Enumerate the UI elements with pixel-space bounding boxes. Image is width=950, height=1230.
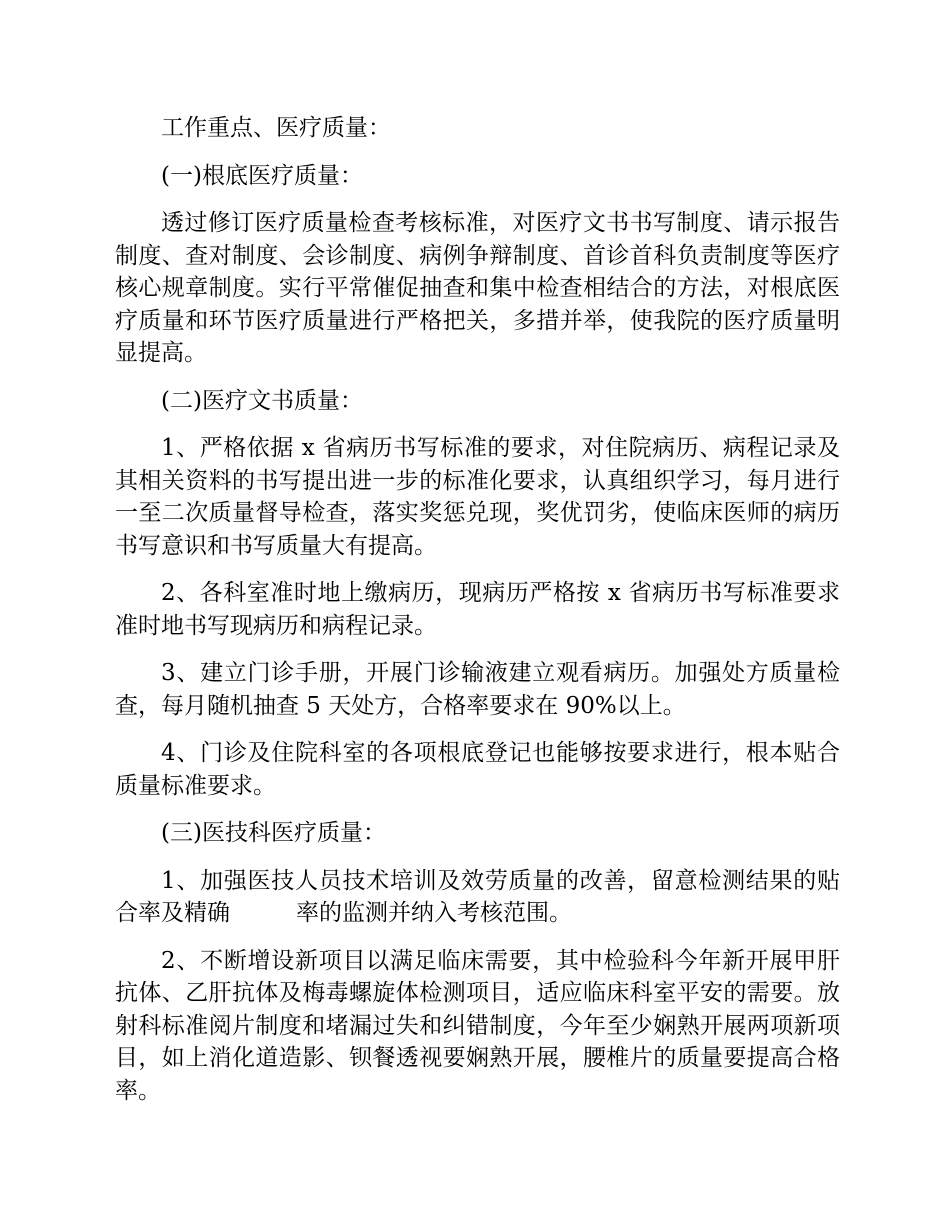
- section-heading-documents-quality: (二)医疗文书质量：: [161, 387, 363, 414]
- paragraph-medtech-1-part-b: 率的监测并纳入考核范围。: [296, 900, 572, 926]
- paragraph-medtech-1-part-a: 1、加强医技人员技术培训及效劳质量的改善，留意检测结果的贴合率及精确: [115, 867, 840, 926]
- section-heading-medtech-quality: (三)医技科医疗质量：: [161, 820, 386, 846]
- section-heading-basic-quality: (一)根底医疗质量：: [161, 162, 363, 189]
- paragraph-medtech-1: [115, 865, 840, 930]
- paragraph-basic-quality: 透过修订医疗质量检查考核标准，对医疗文书书写制度、请示报告制度、查对制度、会诊制度、病例争辩制度、首诊首科负责制度等医疗核心规章制度。实行平常催促抽查和集中检查相结合的方法，对根底医疗质量和环节医疗质量进行严格把关，多措并举，使我院的医疗质量明显提高。: [115, 210, 840, 366]
- paragraph-documents-4: 4、门诊及住院科室的各项根底登记也能够按要求进行，根本贴合质量标准要求。: [115, 740, 840, 799]
- paragraph-documents-2: 2、各科室准时地上缴病历，现病历严格按 x 省病历书写标准要求准时地书写现病历和病程记录。: [115, 580, 840, 639]
- document-page: [115, 112, 840, 1122]
- paragraph-documents-3: 3、建立门诊手册，开展门诊输液建立观看病历。加强处方质量检查，每月随机抽查 5 天处方，合格率要求在 90%以上。: [115, 660, 840, 719]
- section-heading-work-focus: 工作重点、医疗质量：: [161, 115, 391, 141]
- paragraph-documents-1: 1、严格依据 x 省病历书写标准的要求，对住院病历、病程记录及其相关资料的书写提出进一步的标准化要求，认真组织学习，每月进行一至二次质量督导检查，落实奖惩兑现，奖优罚劣，使临床医师的病历书写意识和书写质量大有提高。: [115, 435, 840, 559]
- paragraph-medtech-2: 2、不断增设新项目以满足临床需要，其中检验科今年新开展甲肝抗体、乙肝抗体及梅毒螺旋体检测项目，适应临床科室平安的需要。放射科标准阅片制度和堵漏过失和纠错制度，今年至少娴熟开展两项新项目，如上消化道造影、钡餐透视要娴熟开展，腰椎片的质量要提高合格率。: [115, 947, 840, 1104]
